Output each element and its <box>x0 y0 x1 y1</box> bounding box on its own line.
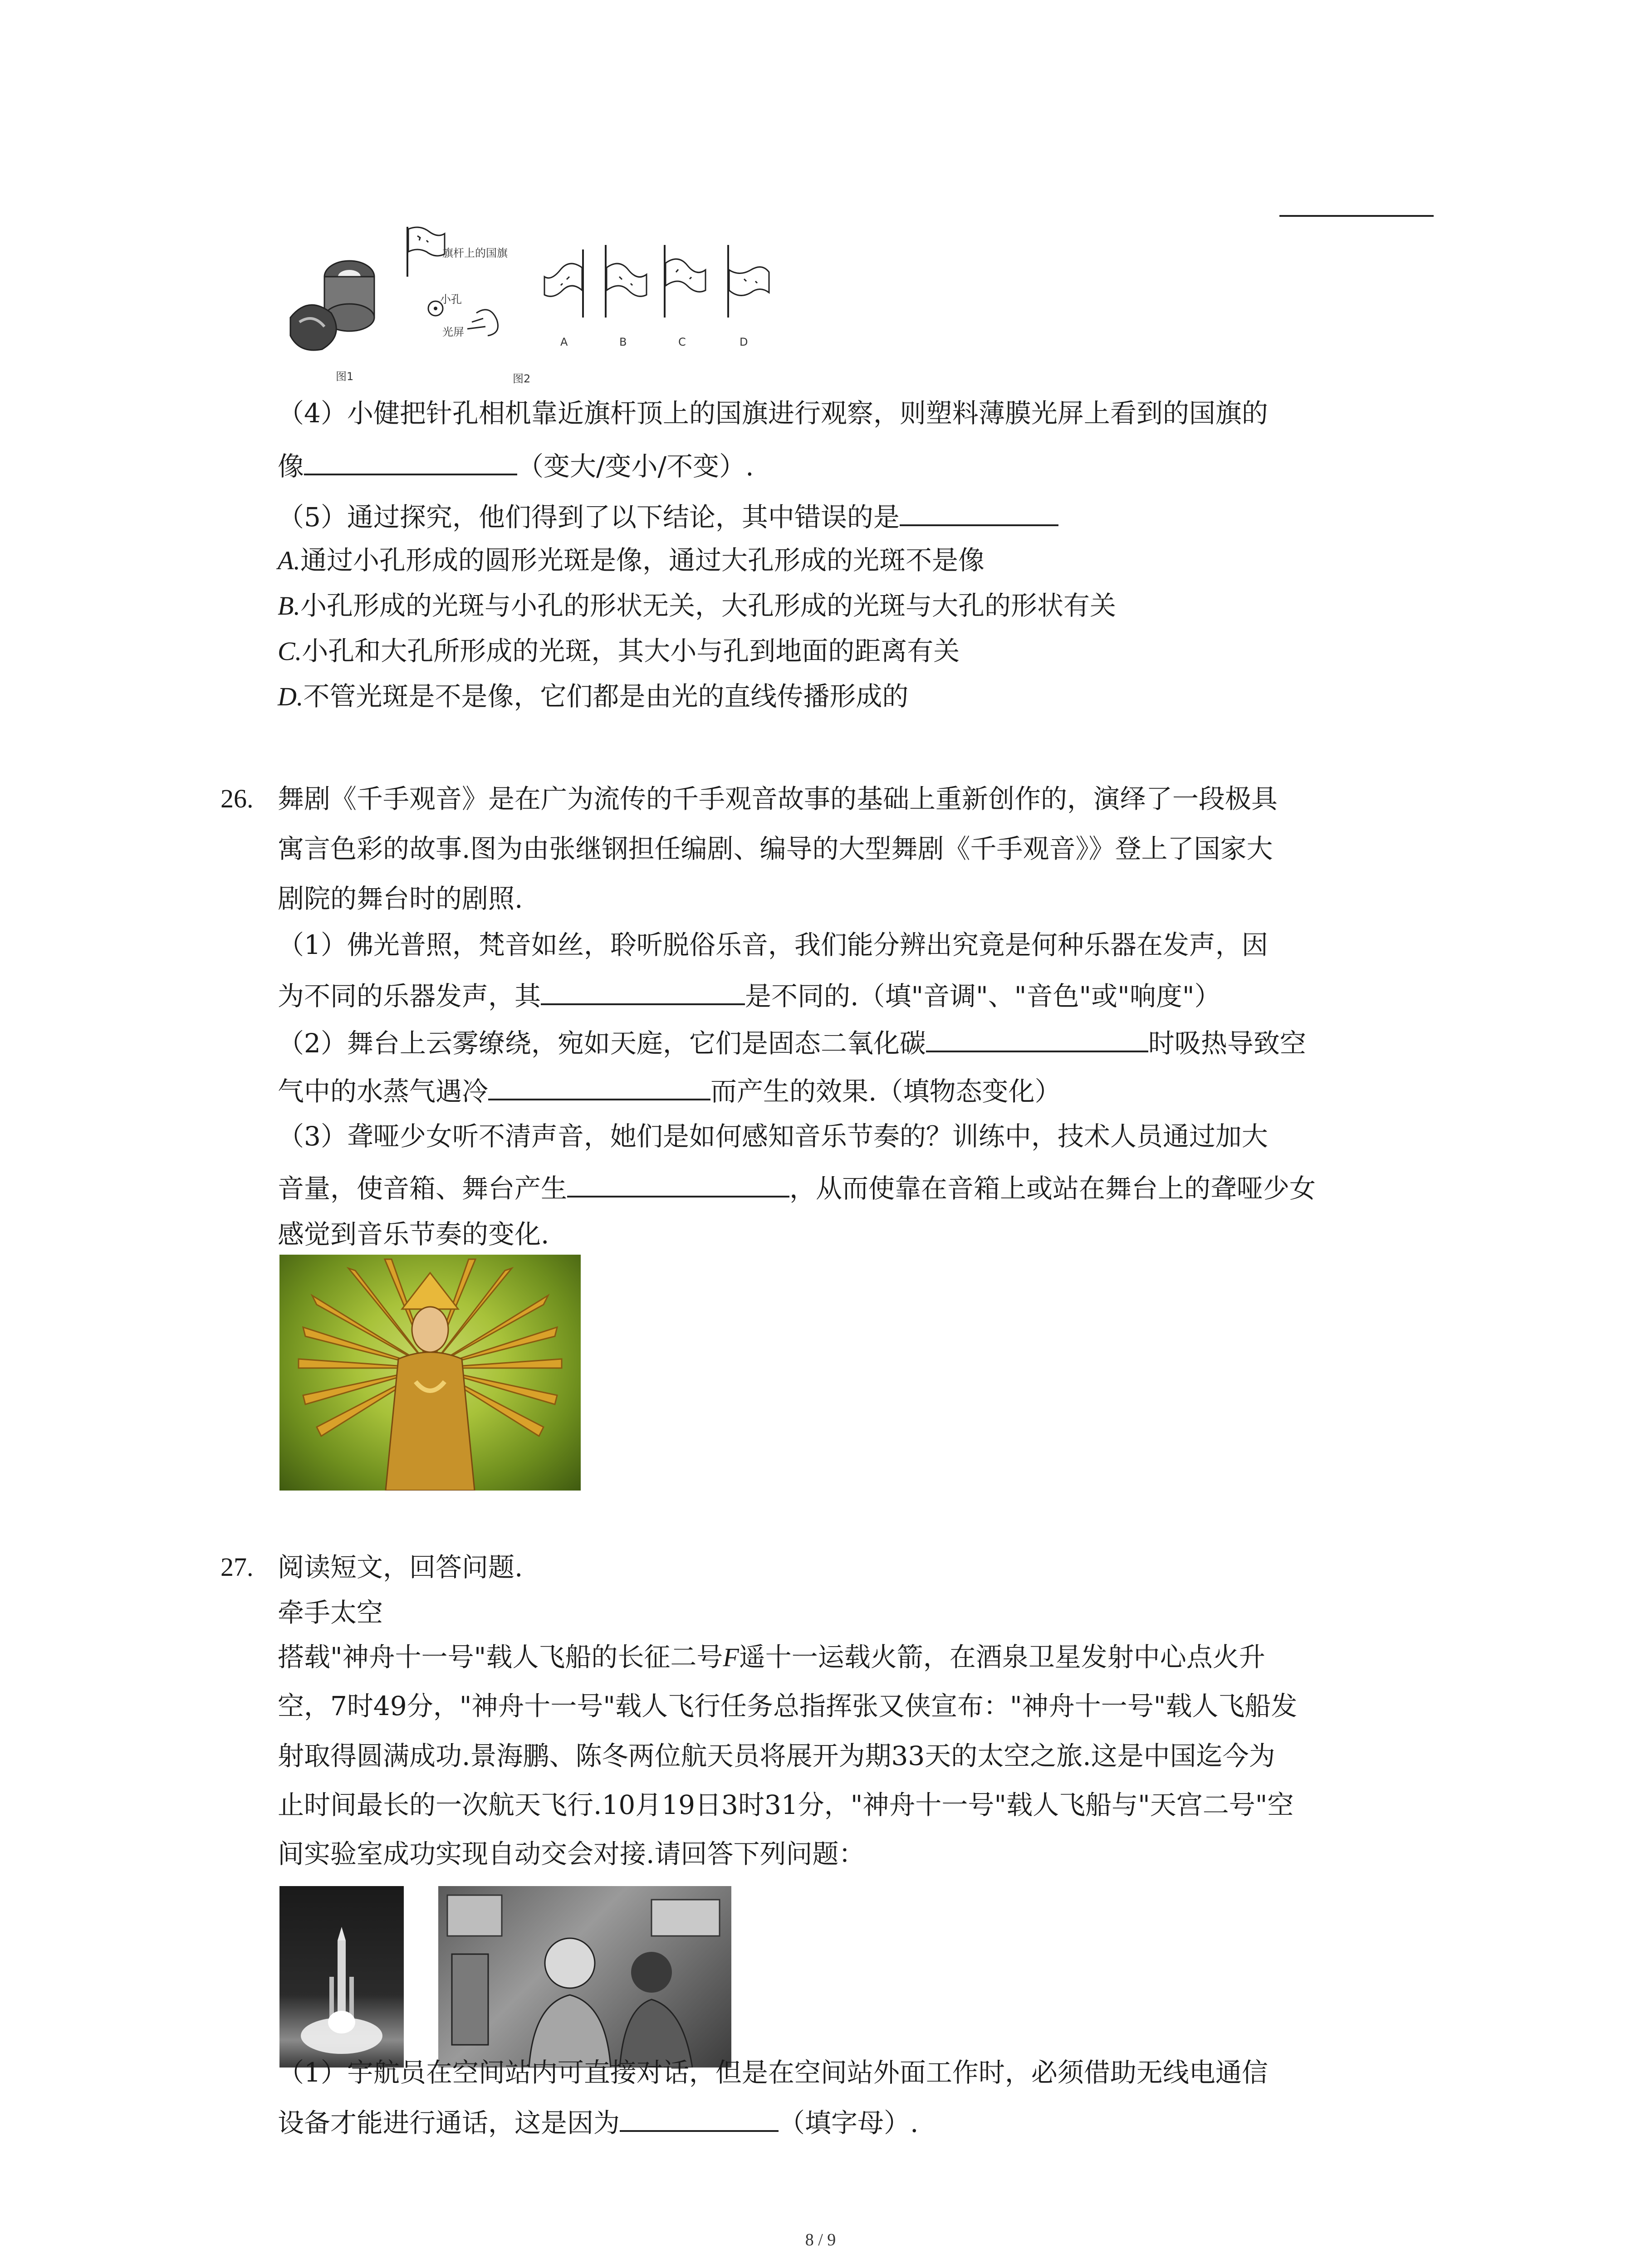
answer-blank-top[interactable] <box>1279 215 1434 217</box>
dance-photo <box>279 1255 581 1491</box>
q26-part1-blank[interactable] <box>541 978 745 1005</box>
q26-part3-line2: 音量，使音箱、舞台产生 ，从而使靠在音箱上或站在舞台上的聋哑少女 <box>278 1170 1316 1204</box>
hole-label: 小孔 <box>440 293 462 306</box>
q25-option-c: C.小孔和大孔所形成的光斑，其大小与孔到地面的距离有关 <box>278 635 960 666</box>
q26-part1-line2: 为不同的乐器发声，其 是不同的.（填"音调"、"音色"或"响度"） <box>278 978 1221 1012</box>
astronauts-photo <box>438 1886 731 2068</box>
rocket-launch-photo <box>279 1886 404 2068</box>
q27-body-line5: 间实验室成功实现自动交会对接.请回答下列问题： <box>278 1838 865 1869</box>
page-number: 8 / 9 <box>805 2230 836 2249</box>
option-d-label: D <box>740 336 748 348</box>
screen-label: 光屏 <box>442 326 464 338</box>
q26-part3-blank[interactable] <box>567 1170 789 1198</box>
q25-part4-line2 <box>278 448 754 482</box>
option-b-label: B <box>619 336 627 348</box>
flag-label: 旗杆上的国旗 <box>442 247 508 259</box>
q27-body-line3: 射取得圆满成功.景海鹏、陈冬两位航天员将展开为期33天的太空之旅.这是中国迄今为 <box>278 1740 1275 1771</box>
q27-part1-blank[interactable] <box>620 2105 779 2132</box>
q25-part4-blank[interactable] <box>304 448 517 475</box>
q25-part4-text-a: 像 <box>278 451 304 482</box>
q26-part3-line3: 感觉到音乐节奏的变化. <box>278 1219 549 1250</box>
q27-body-line2: 空，7时49分，"神舟十一号"载人飞行任务总指挥张又侠宣布："神舟十一号"载人飞船发 <box>278 1691 1298 1721</box>
q26-stem-line1: 舞剧《千手观音》是在广为流传的千手观音故事的基础上重新创作的，演绎了一段极具 <box>278 783 1278 814</box>
q25-option-a: A.通过小孔形成的圆形光斑是像，通过大孔形成的光斑不是像 <box>278 545 985 576</box>
q27-article-title: 牵手太空 <box>278 1597 383 1628</box>
q25-part4-line1: （4）小健把针孔相机靠近旗杆顶上的国旗进行观察，则塑料薄膜光屏上看到的国旗的 <box>278 398 1268 429</box>
option-a-label: A <box>560 336 568 348</box>
option-c-label: C <box>678 336 686 348</box>
q27-number: 27. <box>220 1552 254 1582</box>
q26-part2-line2: 气中的水蒸气遇冷 而产生的效果.（填物态变化） <box>278 1073 1061 1107</box>
q26-stem-line3: 剧院的舞台时的剧照. <box>278 883 523 914</box>
q27-body-line1: 搭载"神舟十一号"载人飞船的长征二号F遥十一运载火箭，在酒泉卫星发射中心点火升 <box>278 1642 1265 1672</box>
q27-part1-line1: （1）宇航员在空间站内可直接对话，但是在空间站外面工作时，必须借助无线电通信 <box>278 2057 1268 2088</box>
pinhole-camera-illustration <box>281 245 390 363</box>
q26-part2-line1: （2）舞台上云雾缭绕，宛如天庭，它们是固态二氧化碳 时吸热导致空 <box>278 1025 1306 1059</box>
q25-option-d: D.不管光斑是不是像，它们都是由光的直线传播形成的 <box>278 681 909 712</box>
q25-part5-blank[interactable] <box>900 499 1058 526</box>
q26-part1-line1: （1）佛光普照，梵音如丝，聆听脱俗乐音，我们能分辨出究竟是何种乐器在发声，因 <box>278 929 1268 960</box>
q25-option-b: B.小孔形成的光斑与小孔的形状无关，大孔形成的光斑与大孔的形状有关 <box>278 590 1116 621</box>
q26-part2-blank2[interactable] <box>488 1073 710 1100</box>
figure-1-caption: 图1 <box>336 370 354 383</box>
q27-instruction: 阅读短文，回答问题. <box>278 1552 523 1583</box>
q26-stem-line2: 寓言色彩的故事.图为由张继钢担任编剧、编导的大型舞剧《千手观音》》登上了国家大 <box>278 833 1273 864</box>
figure-2 <box>399 222 789 386</box>
q26-part3-line1: （3）聋哑少女听不清声音，她们是如何感知音乐节奏的？训练中，技术人员通过加大 <box>278 1121 1268 1152</box>
q25-part5-text: （5）通过探究，他们得到了以下结论，其中错误的是 <box>278 502 900 533</box>
q27-body-line4: 止时间最长的一次航天飞行.10月19日3时31分，"神舟十一号"载人飞船与"天宫二号"空 <box>278 1789 1294 1820</box>
figure-1 <box>281 245 390 381</box>
q25-part5 <box>278 499 1058 533</box>
figure-2-caption: 图2 <box>513 372 531 385</box>
q25-part4-text-b: （变大/变小/不变）. <box>517 451 754 482</box>
q26-number: 26. <box>220 784 254 813</box>
q27-part1-line2: 设备才能进行通话，这是因为 （填字母）. <box>278 2105 918 2139</box>
q26-part2-blank1[interactable] <box>926 1025 1148 1052</box>
